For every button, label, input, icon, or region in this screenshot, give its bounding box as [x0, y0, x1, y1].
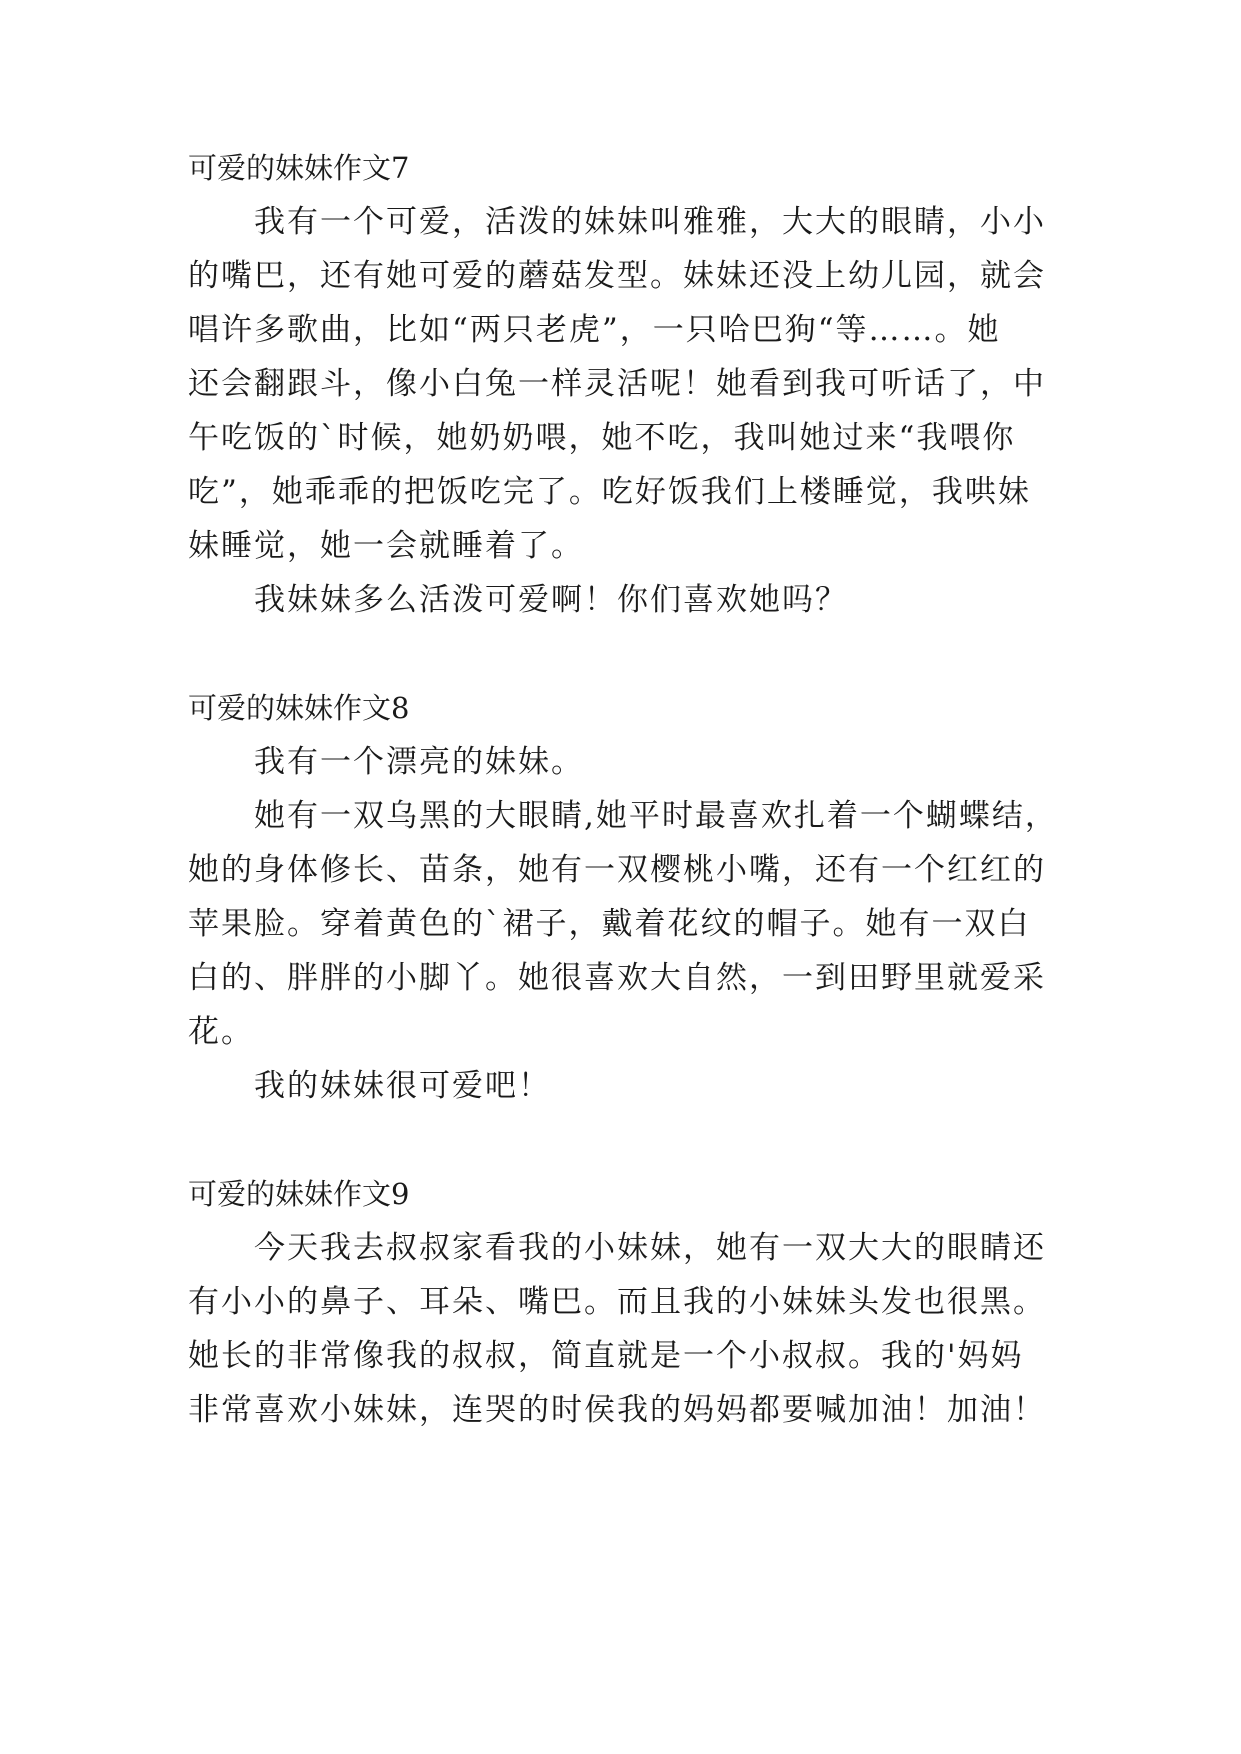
essay-title: 可爱的妹妹作文7: [188, 151, 410, 185]
text-line: 妹睡觉，她一会就睡着了。: [188, 528, 584, 564]
text-line: 她有一双乌黑的大眼睛,她平时最喜欢扎着一个蝴蝶结，: [254, 798, 1058, 834]
text-line: 花。: [188, 1014, 254, 1050]
text-line: 白的、胖胖的小脚丫。她很喜欢大自然，一到田野里就爱采: [188, 960, 1046, 996]
text-line: 我有一个漂亮的妹妹。: [254, 744, 584, 780]
text-line: 午吃饭的`时候，她奶奶喂，她不吃，我叫她过来“我喂你: [188, 420, 1016, 456]
text-line: 我妹妹多么活泼可爱啊！你们喜欢她吗？: [254, 582, 848, 618]
text-line: 她的身体修长、苗条，她有一双樱桃小嘴，还有一个红红的: [188, 852, 1046, 888]
text-line: 还会翻跟斗，像小白兔一样灵活呢！她看到我可听话了，中: [188, 366, 1046, 402]
text-line: 唱许多歌曲，比如“两只老虎”，一只哈巴狗“等……。她: [188, 312, 1001, 348]
text-line: 她长的非常像我的叔叔，简直就是一个小叔叔。我的'妈妈: [188, 1338, 1024, 1374]
text-line: 苹果脸。穿着黄色的`裙子，戴着花纹的帽子。她有一双白: [188, 906, 1031, 942]
text-line: 非常喜欢小妹妹，连哭的时侯我的妈妈都要喊加油！加油！: [188, 1392, 1046, 1428]
text-line: 我的妹妹很可爱吧！: [254, 1068, 551, 1104]
essay-title: 可爱的妹妹作文8: [188, 691, 410, 725]
text-line: 今天我去叔叔家看我的小妹妹，她有一双大大的眼睛还: [254, 1230, 1046, 1266]
text-line: 的嘴巴，还有她可爱的蘑菇发型。妹妹还没上幼儿园，就会: [188, 258, 1046, 294]
text-line: 我有一个可爱，活泼的妹妹叫雅雅，大大的眼睛，小小: [254, 204, 1046, 240]
text-line: 吃”，她乖乖的把饭吃完了。吃好饭我们上楼睡觉，我哄妹: [188, 474, 1031, 510]
essay-title: 可爱的妹妹作文9: [188, 1177, 410, 1211]
text-line: 有小小的鼻子、耳朵、嘴巴。而且我的小妹妹头发也很黑。: [188, 1284, 1046, 1320]
